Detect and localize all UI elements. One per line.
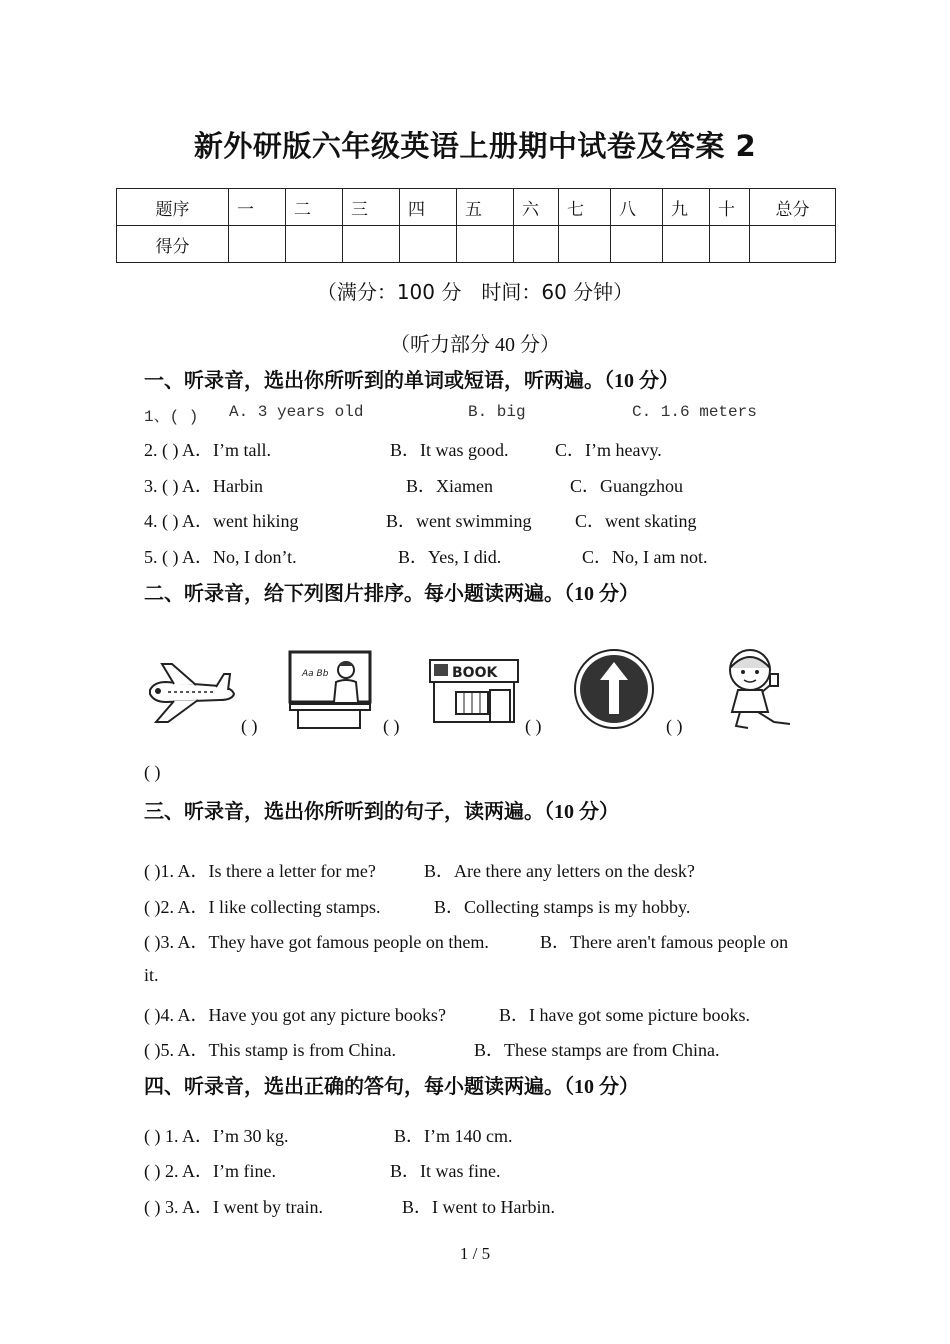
option-b: B．Xiamen xyxy=(406,476,493,496)
option-a: ( )3. A．They have got famous people on them. xyxy=(144,932,489,952)
option-b: B．Yes, I did. xyxy=(398,547,502,567)
option-b: B．There aren't famous people on xyxy=(540,932,789,952)
question-stem: 1、( ) xyxy=(144,408,199,426)
score-table-cell: 七 xyxy=(559,189,611,226)
score-table-cell: 五 xyxy=(457,189,514,226)
option-c: C．No, I am not. xyxy=(582,547,708,567)
score-table-cell: 三 xyxy=(343,189,400,226)
book-sign-text: BOOK xyxy=(452,665,498,681)
document-title: 新外研版六年级英语上册期中试卷及答案 2 xyxy=(193,129,757,163)
answer-parenthesis[interactable]: ( ) xyxy=(241,716,258,736)
section4-heading: 四、听录音，选出正确的答句，每小题读两遍。（10 分） xyxy=(144,1076,639,1098)
option-a: ( ) 3. A．I went by train. xyxy=(144,1197,323,1217)
question-stem: 2. ( ) A．I’m tall. xyxy=(144,440,271,460)
score-table-cell: 四 xyxy=(400,189,457,226)
board-text: Aa Bb xyxy=(302,669,329,679)
score-table-cell: 八 xyxy=(611,189,663,226)
score-blank-cell[interactable] xyxy=(710,226,750,263)
question-stem: 3. ( ) A．Harbin xyxy=(144,476,263,496)
option-b-continuation: it. xyxy=(144,965,159,985)
option-a: ( )1. A．Is there a letter for me? xyxy=(144,861,376,881)
girl-on-phone-picture xyxy=(718,646,796,732)
option-a: ( )4. A．Have you got any picture books? xyxy=(144,1005,446,1025)
option-a: ( )5. A．This stamp is from China. xyxy=(144,1040,396,1060)
teacher-blackboard-picture xyxy=(288,650,372,730)
option-b: B. big xyxy=(468,403,526,421)
question-stem: 5. ( ) A．No, I don’t. xyxy=(144,547,297,567)
option-b: B．I’m 140 cm. xyxy=(394,1126,513,1146)
option-b: B．I have got some picture books. xyxy=(499,1005,750,1025)
score-blank-cell[interactable] xyxy=(229,226,286,263)
listening-part-heading: （听力部分 40 分） xyxy=(390,334,560,356)
score-blank-cell[interactable] xyxy=(514,226,559,263)
go-straight-sign-picture xyxy=(572,648,656,730)
score-table-cell: 二 xyxy=(286,189,343,226)
section3-heading: 三、听录音，选出你所听到的句子，读两遍。（10 分） xyxy=(144,801,619,823)
answer-parenthesis[interactable]: ( ) xyxy=(144,762,161,782)
option-c: C. 1.6 meters xyxy=(632,403,757,421)
score-blank-cell[interactable] xyxy=(750,226,836,263)
answer-parenthesis[interactable]: ( ) xyxy=(383,716,400,736)
option-c: C．I’m heavy. xyxy=(555,440,662,460)
bookshop-picture xyxy=(428,656,520,724)
option-b: B．It was fine. xyxy=(390,1161,501,1181)
score-blank-cell[interactable] xyxy=(663,226,710,263)
score-table-header-row xyxy=(117,189,836,226)
option-a: ( ) 2. A．I’m fine. xyxy=(144,1161,276,1181)
airplane-picture xyxy=(144,660,236,726)
score-table-cell: 总分 xyxy=(750,189,836,226)
score-blank-cell[interactable] xyxy=(286,226,343,263)
score-blank-cell[interactable] xyxy=(400,226,457,263)
page-number: 1 / 5 xyxy=(459,1244,491,1263)
option-a: ( ) 1. A．I’m 30 kg. xyxy=(144,1126,289,1146)
score-table xyxy=(116,188,836,263)
score-table-cell: 十 xyxy=(710,189,750,226)
option-b: B．went swimming xyxy=(386,511,532,531)
score-table-cell: 得分 xyxy=(117,226,229,263)
full-score-note: （满分：100 分 时间：60 分钟） xyxy=(316,280,634,304)
score-table-cell: 题序 xyxy=(117,189,229,226)
score-table-score-row xyxy=(117,226,836,263)
score-table-cell: 九 xyxy=(663,189,710,226)
option-a: ( )2. A．I like collecting stamps. xyxy=(144,897,381,917)
section2-heading: 二、听录音，给下列图片排序。每小题读两遍。（10 分） xyxy=(144,583,639,605)
option-c: C．went skating xyxy=(575,511,697,531)
score-blank-cell[interactable] xyxy=(611,226,663,263)
score-blank-cell[interactable] xyxy=(559,226,611,263)
option-c: C．Guangzhou xyxy=(570,476,683,496)
score-table-cell: 六 xyxy=(514,189,559,226)
score-blank-cell[interactable] xyxy=(457,226,514,263)
option-b: B．It was good. xyxy=(390,440,509,460)
answer-parenthesis[interactable]: ( ) xyxy=(666,716,683,736)
score-table-cell: 一 xyxy=(229,189,286,226)
question-stem: 4. ( ) A．went hiking xyxy=(144,511,299,531)
section1-heading: 一、听录音，选出你所听到的单词或短语，听两遍。（10 分） xyxy=(144,370,679,392)
option-a: A. 3 years old xyxy=(229,403,364,421)
answer-parenthesis[interactable]: ( ) xyxy=(525,716,542,736)
score-blank-cell[interactable] xyxy=(343,226,400,263)
option-b: B．These stamps are from China. xyxy=(474,1040,720,1060)
option-b: B．I went to Harbin. xyxy=(402,1197,555,1217)
option-b: B．Are there any letters on the desk? xyxy=(424,861,695,881)
option-b: B．Collecting stamps is my hobby. xyxy=(434,897,691,917)
